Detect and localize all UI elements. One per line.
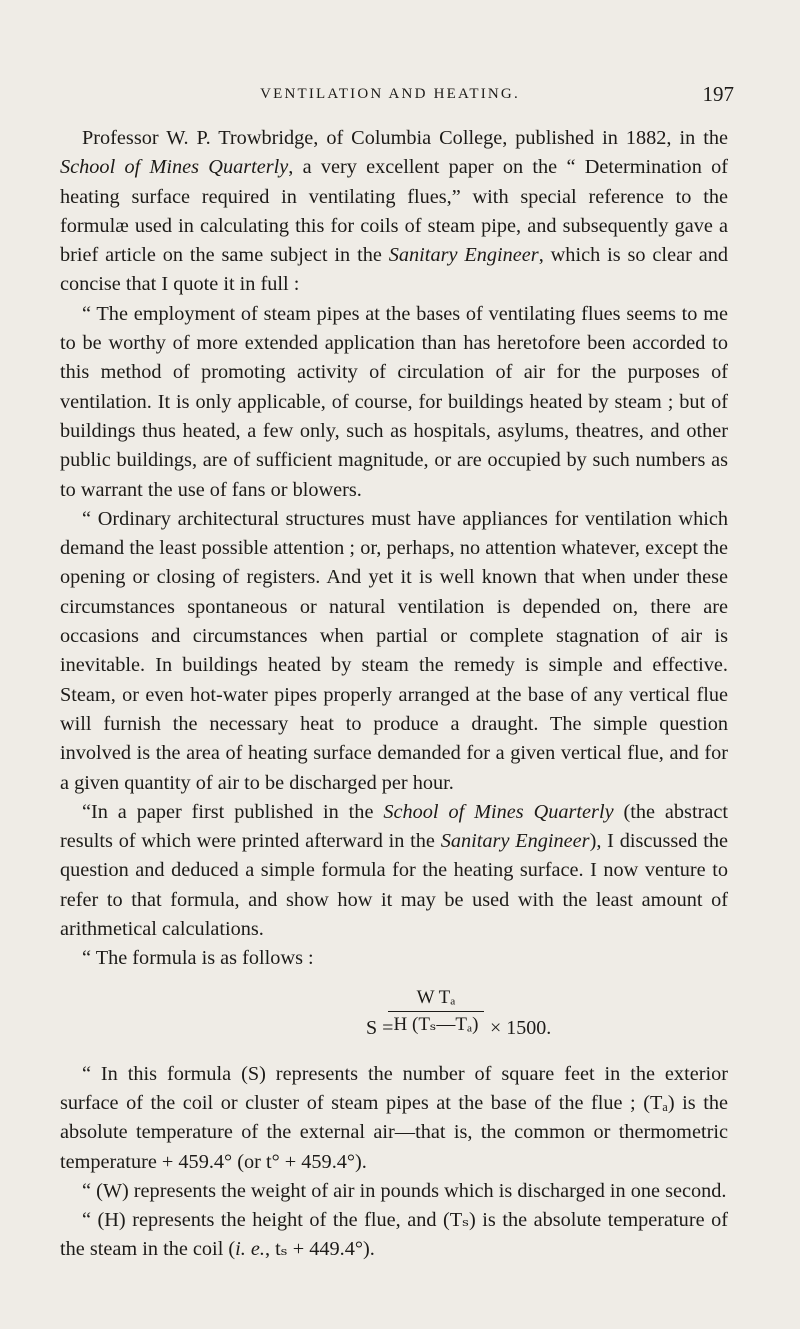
paragraph-3: “ Ordinary architectural structures must have appliances for ventilation which demand the least possible attention ; or, perhaps, no attention whatever, except the opening or closing of registers. And yet it is well known that when under these circumstances spontaneous or natural ventilation is depended on, there are occasions and circumstances when partial or complete stagnation of air is inevitable. In buildings heated by steam the remedy is simple and effective. Steam, or even hot-water pipes properly arranged at the base of any vertical flue will furnish the necessary heat to produce a draught. The simple question involved is the area of heating surface demanded for a given vertical flue, and for a given quantity of air to be discharged per hour. — [60, 507, 728, 794]
formula-denominator: H (Tₛ—Tₐ) — [393, 1013, 479, 1035]
paragraph-8: “ (H) represents the height of the flue, and (Tₛ) is the absolute temperature of the steam in the coil (i. e., tₛ + 449.4°). — [60, 1209, 728, 1261]
abbreviation: i. e. — [235, 1238, 266, 1261]
paragraph-1: Professor W. P. Trowbridge, of Columbia College, published in 1882, in the School of Mines Quarterly, a very excellent paper on the “ Determination of heating surface required in ventilating flues,” with special reference to the formulæ used in calculating this for coils of steam pipe, and subsequently gave a brief article on the same subject in the Sanitary Engineer, which is so clear and concise that I quote it in full : — [60, 127, 728, 296]
running-header — [60, 82, 734, 116]
journal-title: Sanitary Engineer — [440, 830, 590, 853]
fraction-bar — [388, 1011, 484, 1012]
formula-rhs: × 1500. — [490, 1016, 552, 1039]
paragraph-2: “ The employment of steam pipes at the bases of ventilating flues seems to me to be worthy of more extended application than has heretofore been accorded to this method of promoting activity of circulation of air for the purposes of ventilation. It is only applicable, of course, for buildings heated by steam ; but of buildings thus heated, a few only, such as hospitals, asylums, theatres, and other public buildings, are of sufficient magnitude, or are occupied by such numbers as to warrant the use of fans or blowers. — [60, 302, 728, 501]
journal-title: School of Mines Quarterly — [383, 800, 614, 823]
running-title: VENTILATION AND HEATING. — [260, 86, 520, 102]
paragraph-4: “In a paper first published in the School of Mines Quarterly (the abstract results of which were printed afterward in the Sanitary Engineer), I discussed the question and deduced a simple formula for the heating surface. I now venture to refer to that formula, and show how it may be used with the least amount of arithmetical calculations. — [60, 800, 728, 941]
journal-title: Sanitary Engineer — [388, 244, 539, 267]
page-number: 197 — [702, 82, 734, 106]
formula-fraction — [388, 986, 484, 1037]
paragraph-7: “ (W) represents the weight of air in pounds which is discharged in one second. — [82, 1179, 727, 1202]
heating-surface-formula — [60, 982, 728, 1060]
page-body — [60, 124, 728, 1265]
formula-lhs: S = — [366, 1016, 394, 1039]
paragraph-6: “ In this formula (S) represents the number of square feet in the exterior surface of the coil or cluster of steam pipes at the base of the flue ; (Tₐ) is the absolute temperature of the external air—that is, the common or thermometric temperature + 459.4° (or t° + 459.4°). — [60, 1062, 728, 1173]
formula-numerator: W Tₐ — [416, 986, 456, 1008]
journal-title: School of Mines Quarterly — [60, 156, 289, 179]
paragraph-5: “ The formula is as follows : — [82, 947, 314, 970]
